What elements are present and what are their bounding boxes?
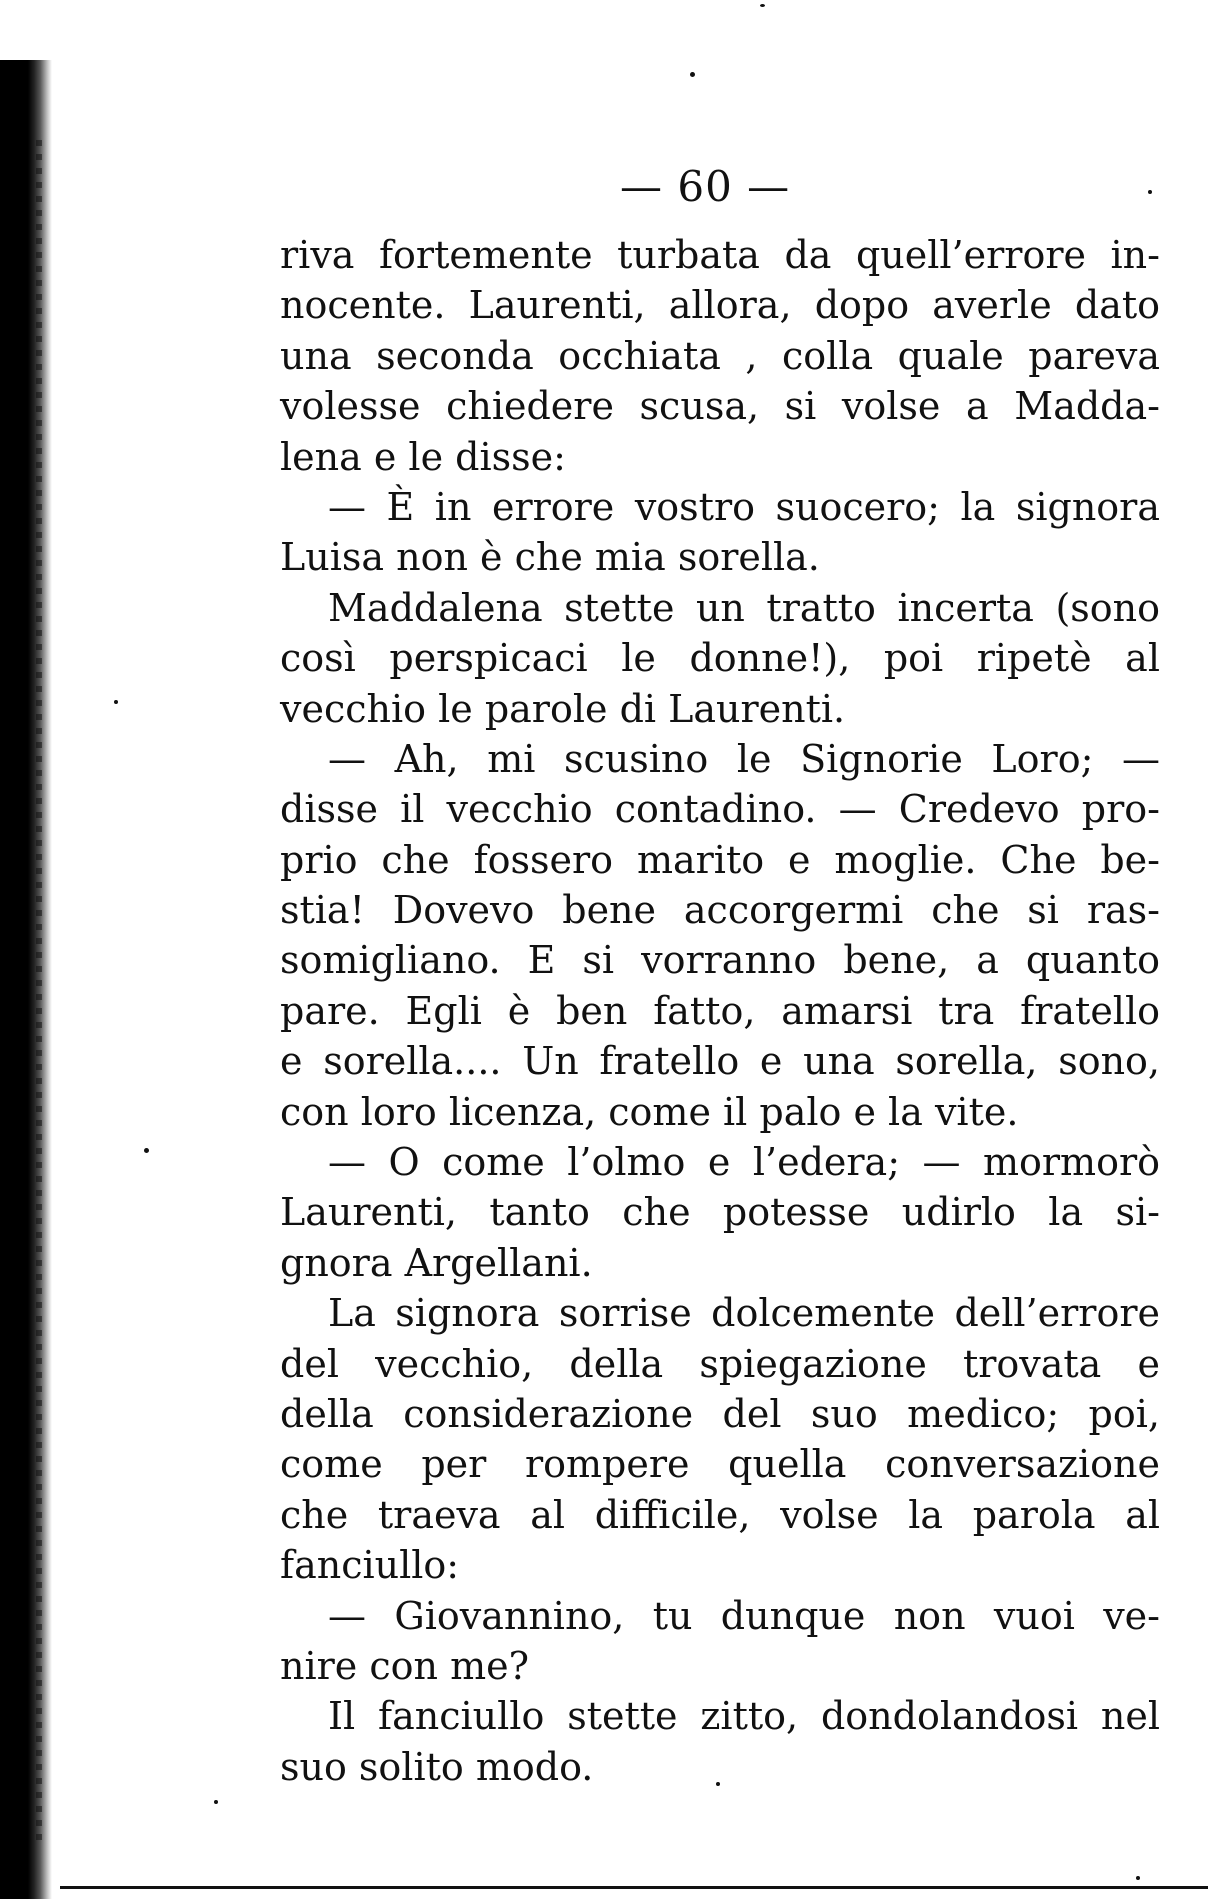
text-line: stia! Dovevo bene accorgermi che si ras- bbox=[280, 888, 1160, 933]
text-line: con loro licenza, come il palo e la vite. bbox=[280, 1089, 1019, 1134]
binding-edge bbox=[0, 60, 52, 1899]
text-line: Laurenti, tanto che potesse udirlo la si- bbox=[280, 1190, 1160, 1235]
text-line: pare. Egli è ben fatto, amarsi tra fratello bbox=[280, 988, 1160, 1033]
text-line: — Giovannino, tu dunque non vuoi ve- bbox=[328, 1593, 1160, 1638]
text-line: riva fortemente turbata da quell’errore in- bbox=[280, 233, 1160, 277]
text-line: nocente. Laurenti, allora, dopo averle dato bbox=[280, 283, 1160, 328]
text-line: vecchio le parole di Laurenti. bbox=[280, 686, 846, 731]
text-line: disse il vecchio contadino. — Credevo pro- bbox=[280, 787, 1160, 832]
text-line: che traeva al difficile, volse la parola al bbox=[280, 1492, 1160, 1537]
text-line: La signora sorrise dolcemente dell’errore bbox=[328, 1291, 1160, 1336]
text-line: lena e le disse: bbox=[280, 434, 566, 479]
text-line: prio che fossero marito e moglie. Che be- bbox=[280, 837, 1160, 882]
text-line: una seconda occhiata , colla quale pareva bbox=[280, 333, 1160, 378]
text-line: — O come l’olmo e l’edera; — mormorò bbox=[328, 1140, 1160, 1185]
text-line: della considerazione del suo medico; poi, bbox=[280, 1391, 1160, 1436]
text-line: Maddalena stette un tratto incerta (sono bbox=[328, 585, 1160, 630]
text-line: Luisa non è che mia sorella. bbox=[280, 535, 820, 580]
text-line: gnora Argellani. bbox=[280, 1240, 593, 1285]
bottom-edge-rule bbox=[60, 1886, 1208, 1889]
text-line: fanciullo: bbox=[280, 1543, 460, 1588]
text-line: — È in errore vostro suocero; la signora bbox=[328, 484, 1160, 529]
body-text bbox=[280, 230, 1160, 1792]
text-line: volesse chiedere scusa, si volse a Madda- bbox=[280, 384, 1160, 429]
text-line: e sorella.... Un fratello e una sorella, sono, bbox=[280, 1039, 1160, 1084]
text-line: del vecchio, della spiegazione trovata e bbox=[280, 1341, 1160, 1386]
text-line: così perspicaci le donne!), poi ripetè al bbox=[280, 636, 1160, 681]
text-line: nire con me? bbox=[280, 1643, 529, 1688]
page-number: — 60 — bbox=[620, 162, 791, 211]
text-line: suo solito modo. bbox=[280, 1744, 594, 1789]
text-line: Il fanciullo stette zitto, dondolandosi nel bbox=[328, 1694, 1160, 1739]
text-line: somigliano. E si vorranno bene, a quanto bbox=[280, 938, 1160, 983]
text-line: — Ah, mi scusino le Signorie Loro; — bbox=[328, 736, 1160, 781]
text-line: come per rompere quella conversazione bbox=[280, 1442, 1160, 1487]
